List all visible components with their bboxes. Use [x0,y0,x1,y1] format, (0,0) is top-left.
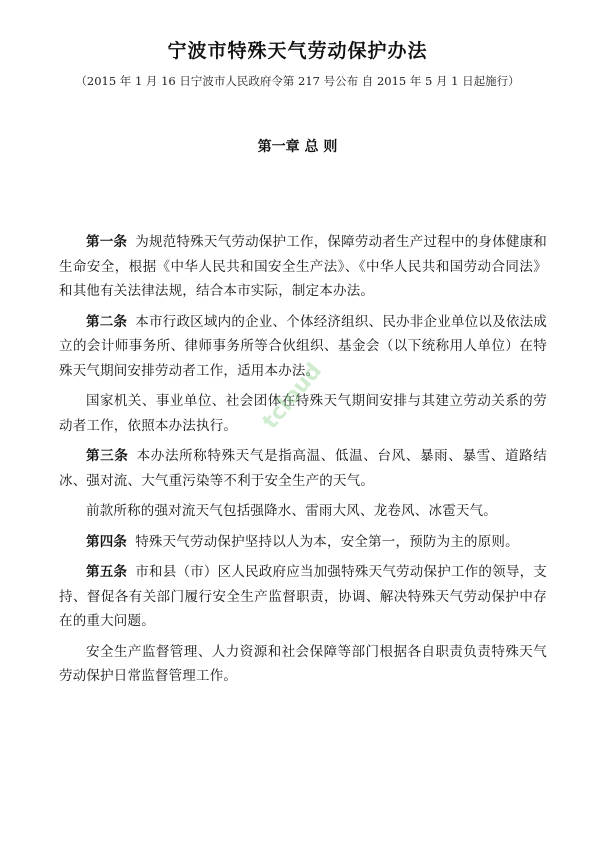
paragraph-text: 本办法所称特殊天气是指高温、低温、台风、暴雨、暴雪、道路结冰、强对流、大气重污染等不利于安全生产的天气。 [59,448,547,489]
paragraph-article-1 [59,230,547,304]
document-body [59,230,547,695]
paragraph-article-3-clause-2 [59,499,547,524]
chapter-heading: 第一章 总 则 [257,139,338,155]
article-number: 第五条 [86,564,128,580]
paragraph-article-3 [59,444,547,493]
paragraph-text: 市和县（市）区人民政府应当加强特殊天气劳动保护工作的领导，支持、督促各有关部门履行安全生产监督职责，协调、解决特殊天气劳动保护中存在的重大问题。 [59,564,548,629]
document-title: 宁波市特殊天气劳动保护办法 [167,40,428,62]
paragraph-article-5 [59,560,547,634]
watermark-logo: tcloud [258,358,328,435]
paragraph-text: 安全生产监督管理、人力资源和社会保障等部门根据各自职责负责特殊天气劳动保护日常监督管理工作。 [59,643,547,684]
document-subtitle: （2015 年 1 月 16 日宁波市人民政府令第 217 号公布 自 2015 年 5 月 1 日起施行） [75,74,520,88]
paragraph-text: 为规范特殊天气劳动保护工作，保障劳动者生产过程中的身体健康和生命安全，根据《中华人民共和国安全生产法》、《中华人民共和国劳动合同法》和其他有关法律法规，结合本市实际，制定本办法。 [59,234,548,299]
article-number: 第一条 [86,234,128,250]
article-number: 第四条 [86,533,128,550]
article-number: 第二条 [86,313,128,330]
paragraph-article-4 [59,530,547,555]
paragraph-article-5-clause-2 [59,640,547,689]
article-number: 第三条 [86,448,129,464]
paragraph-text: 特殊天气劳动保护坚持以人为本，安全第一，预防为主的原则。 [135,533,519,550]
paragraph-text: 本市行政区域内的企业、个体经济组织、民办非企业单位以及依法成立的会计师事务所、律师事务所等合伙组织、基金会（以下统称用人单位）在特殊天气期间安排劳动者工作，适用本办法。 [59,313,548,379]
paragraph-article-2-clause-2 [59,389,547,438]
paragraph-text: 国家机关、事业单位、社会团体在特殊天气期间安排与其建立劳动关系的劳动者工作，依照本办法执行。 [59,393,547,434]
paragraph-text: 前款所称的强对流天气包括强降水、雷雨大风、龙卷风、冰雹天气。 [86,503,497,519]
paragraph-article-2 [59,310,547,384]
